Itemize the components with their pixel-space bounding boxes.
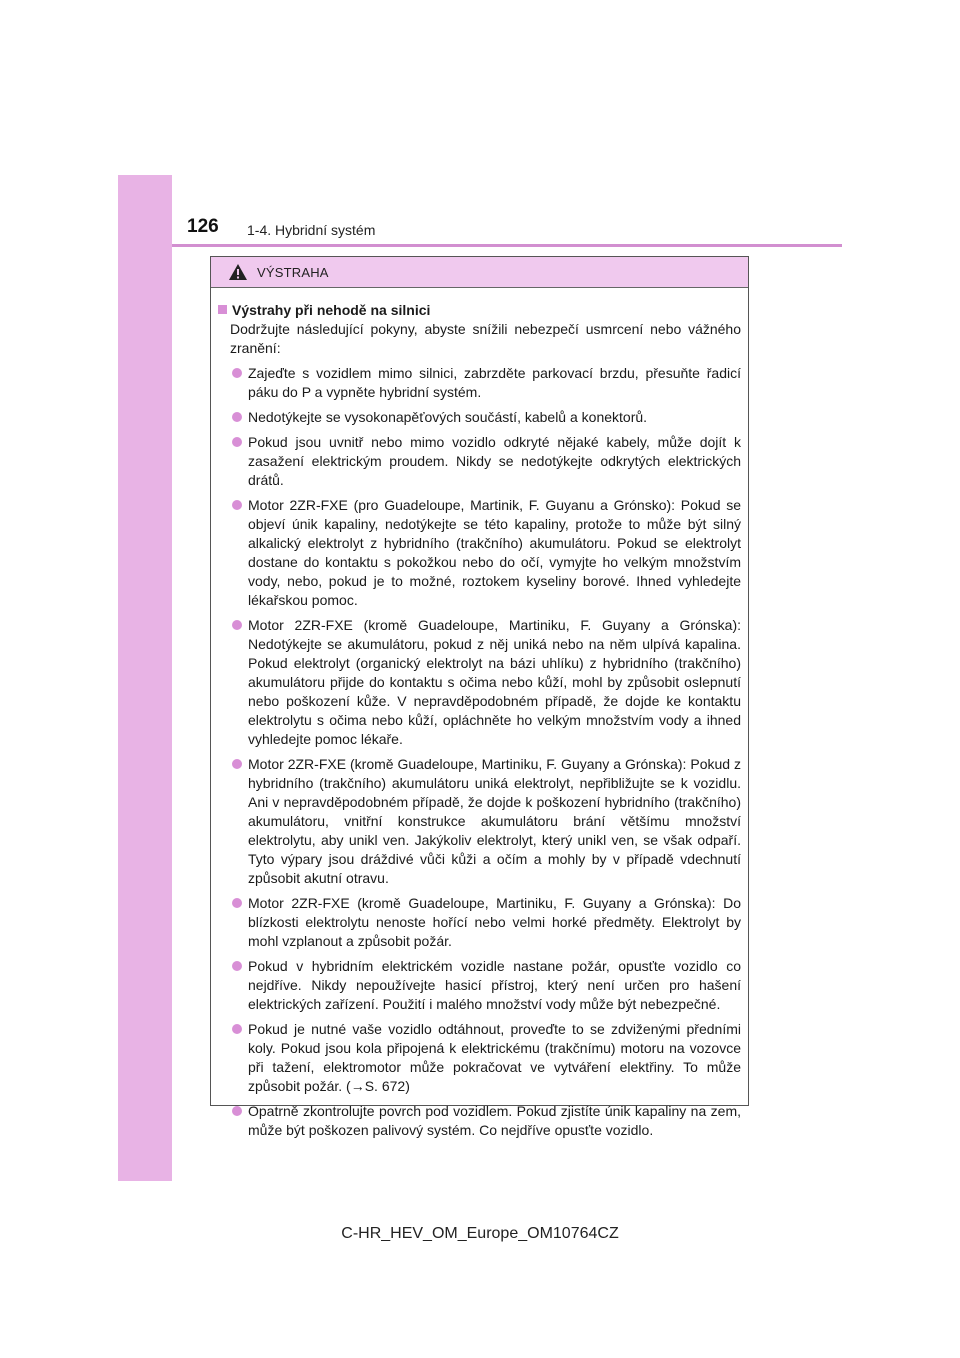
warning-intro: Dodržujte následující pokyny, abyste snížili nebezpečí usmrcení nebo vážného zranění: bbox=[230, 321, 741, 356]
bullet-dot-icon bbox=[232, 961, 242, 971]
list-item bbox=[218, 616, 741, 749]
bullet-dot-icon bbox=[232, 898, 242, 908]
list-item-text: Zajeďte s vozidlem mimo silnici, zabrzděte parkovací brzdu, přesuňte řadicí páku do P a vypněte hybridní systém. bbox=[248, 365, 741, 400]
list-item-text: Motor 2ZR-FXE (kromě Guadeloupe, Martiniku, F. Guyany a Grónska): Pokud z hybridního (trakčního) akumulátoru uniká elektrolyt, nepřibližujte se k vozidlu. Ani v nepravděpodobném případě, že dojde k poškození hybridního (trakčního) akumulátoru, vnitřní konstrukce akumulátoru brání většímu množství elektrolytu, aby unikl ven. Jakýkoliv elektrolyt, který unikl ven, se však odpaří. Tyto výpary jsou dráždivé vůči kůži a očím a mohly by v případě vdechnutí způsobit akutní otravu. bbox=[248, 756, 741, 886]
header-divider bbox=[172, 244, 842, 247]
warning-box bbox=[210, 256, 749, 1138]
list-item bbox=[218, 433, 741, 490]
warning-subheading bbox=[218, 301, 741, 320]
bullet-dot-icon bbox=[232, 1106, 242, 1116]
list-item-text: Motor 2ZR-FXE (kromě Guadeloupe, Martiniku, F. Guyany a Grónska): Do blízkosti elektrolytu nenoste hořící nebo velmi horké předměty. Elektrolyt by mohl vzplanout a způsobit požár. bbox=[248, 895, 741, 949]
list-item-text: Motor 2ZR-FXE (pro Guadeloupe, Martinik, F. Guyanu a Grónsko): Pokud se objeví únik kapaliny, nedotýkejte se této kapaliny, protože to může být silný alkalický elektrolyt z hybridního (trakčního) akumulátoru. Pokud se elektrolyt dostane do kontaktu s pokožkou nebo do očí, vymyjte ho velkým množstvím vody, nebo, pokud je to možné, roztokem kyseliny borové. Ihned vyhledejte lékařskou pomoc. bbox=[248, 497, 741, 608]
bullet-dot-icon bbox=[232, 1024, 242, 1034]
bullet-dot-icon bbox=[232, 437, 242, 447]
bullet-dot-icon bbox=[232, 759, 242, 769]
bullet-dot-icon bbox=[232, 620, 242, 630]
warning-title: VÝSTRAHA bbox=[257, 265, 329, 280]
list-item-text: Pokud v hybridním elektrickém vozidle nastane požár, opusťte vozidlo co nejdříve. Nikdy nepoužívejte hasicí přístroj, který není určen pro hašení elektrických zařízení. Použití i malého množství vody může být nebezpečné. bbox=[248, 958, 741, 1012]
warning-heading-text: Výstrahy při nehodě na silnici bbox=[232, 302, 431, 318]
list-item bbox=[218, 1020, 741, 1096]
list-item-text: Pokud jsou uvnitř nebo mimo vozidlo odkryté nějaké kabely, může dojít k zasažení elektrickým proudem. Nikdy se nedotýkejte odkrytých elektrických drátů. bbox=[248, 434, 741, 488]
list-item bbox=[218, 364, 741, 402]
list-item bbox=[218, 755, 741, 888]
list-item bbox=[218, 1102, 741, 1140]
bullet-dot-icon bbox=[232, 368, 242, 378]
page-number: 126 bbox=[187, 216, 219, 237]
list-item-text: Nedotýkejte se vysokonapěťových součástí, kabelů a konektorů. bbox=[248, 409, 648, 425]
bullet-dot-icon bbox=[232, 500, 242, 510]
list-item-text: Motor 2ZR-FXE (kromě Guadeloupe, Martiniku, F. Guyany a Grónska): Nedotýkejte se akumulátoru, pokud z něj uniká nebo na něm ulpívá kapalina. Pokud elektrolyt (organický elektrolyt na bázi uhlíku) z hybridního (trakčního) akumulátoru přijde do kontaktu s očima nebo kůží, mohl by způsobit oslepnutí nebo poškození kůže. V nepravděpodobném případě, že dojde ke kontaktu elektrolytu s očima nebo kůží, opláchněte ho velkým množstvím vody a ihned vyhledejte pomoc lékaře. bbox=[248, 617, 741, 747]
bullet-dot-icon bbox=[232, 412, 242, 422]
list-item bbox=[218, 894, 741, 951]
warning-triangle-icon bbox=[228, 263, 248, 281]
list-item bbox=[218, 957, 741, 1014]
section-title: 1-4. Hybridní systém bbox=[247, 222, 376, 238]
list-item bbox=[218, 496, 741, 610]
warning-body bbox=[211, 288, 748, 1140]
page-header bbox=[187, 214, 847, 244]
warning-header bbox=[211, 257, 748, 288]
list-item-text: Pokud je nutné vaše vozidlo odtáhnout, proveďte to se zdviženými předními koly. Pokud jsou kola připojená k elektrickému (trakčnímu) motoru na vozovce při tažení, elektromotor může pokračovat ve vytváření elektřiny. To může způsobit požár. (→S. 672) bbox=[248, 1021, 741, 1094]
list-item bbox=[218, 408, 741, 427]
list-item-text: Opatrně zkontrolujte povrch pod vozidlem. Pokud zjistíte únik kapaliny na zem, může být poškozen palivový systém. Co nejdříve opusťte vozidlo. bbox=[248, 1103, 741, 1138]
document-id: C-HR_HEV_OM_Europe_OM10764CZ bbox=[341, 1225, 619, 1242]
side-color-band bbox=[118, 175, 172, 1181]
square-bullet-icon bbox=[218, 305, 227, 314]
